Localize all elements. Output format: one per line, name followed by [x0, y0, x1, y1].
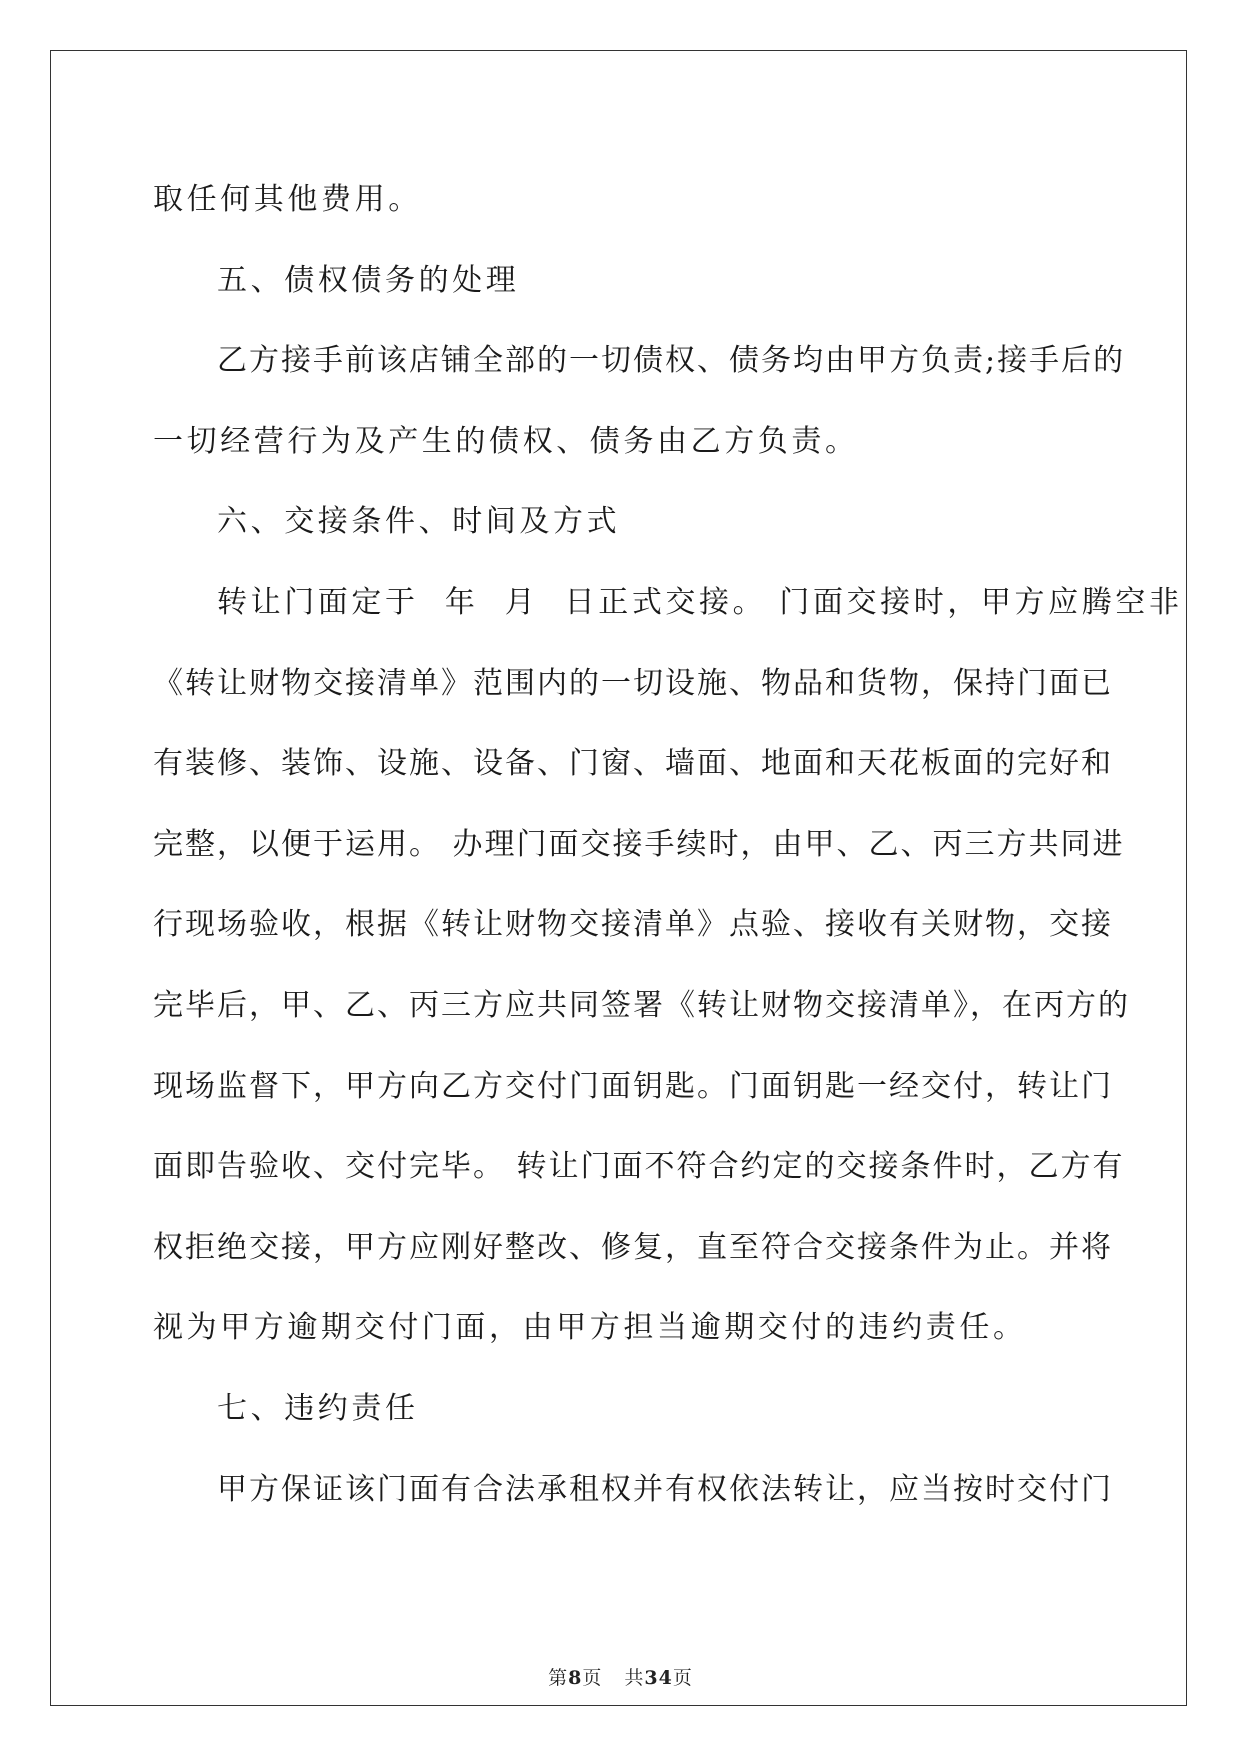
footer-page-number: 8 — [568, 1667, 583, 1689]
paragraph-line: 《转让财物交接清单》范围内的一切设施、物品和货物，保持门面已 — [153, 665, 1113, 701]
paragraph-line: 面即告验收、交付完毕。 转让门面不符合约定的交接条件时，乙方有 — [153, 1149, 1125, 1185]
document-body — [153, 160, 1183, 1530]
section-heading: 六、交接条件、时间及方式 — [217, 504, 621, 540]
paragraph-line: 乙方接手前该店铺全部的一切债权、债务均由甲方负责;接手后的 — [217, 343, 1126, 379]
paragraph-line: 视为甲方逾期交付门面，由甲方担当逾期交付的违约责任。 — [153, 1310, 1027, 1346]
paragraph-line: 取任何其他费用。 — [153, 182, 422, 217]
section-heading: 七、违约责任 — [217, 1390, 419, 1426]
paragraph-line: 完整，以便于运用。 办理门面交接手续时，由甲、乙、丙三方共同进 — [153, 826, 1125, 862]
paragraph-line: 完毕后，甲、乙、丙三方应共同签署《转让财物交接清单》，在丙方的 — [153, 987, 1130, 1023]
footer-total-prefix: 共 — [624, 1667, 645, 1689]
paragraph-line: 甲方保证该门面有合法承租权并有权依法转让，应当按时交付门 — [217, 1471, 1113, 1507]
paragraph-line: 转让门面定于 年 月 日正式交接。 门面交接时，甲方应腾空非 — [217, 584, 1183, 620]
footer-page-unit: 页 — [582, 1667, 603, 1689]
footer-total-unit: 页 — [672, 1667, 693, 1689]
paragraph-line: 有装修、装饰、设施、设备、门窗、墙面、地面和天花板面的完好和 — [153, 746, 1113, 782]
section-heading: 五、债权债务的处理 — [217, 262, 520, 298]
page-footer — [0, 1663, 1241, 1690]
paragraph-line: 行现场验收，根据《转让财物交接清单》点验、接收有关财物，交接 — [153, 907, 1113, 943]
paragraph-line: 权拒绝交接，甲方应刚好整改、修复，直至符合交接条件为止。并将 — [153, 1229, 1113, 1265]
footer-total-pages: 34 — [644, 1667, 673, 1689]
footer-prefix: 第 — [548, 1667, 569, 1689]
paragraph-line: 一切经营行为及产生的债权、债务由乙方负责。 — [153, 423, 859, 459]
paragraph-line: 现场监督下，甲方向乙方交付门面钥匙。门面钥匙一经交付，转让门 — [153, 1068, 1113, 1104]
